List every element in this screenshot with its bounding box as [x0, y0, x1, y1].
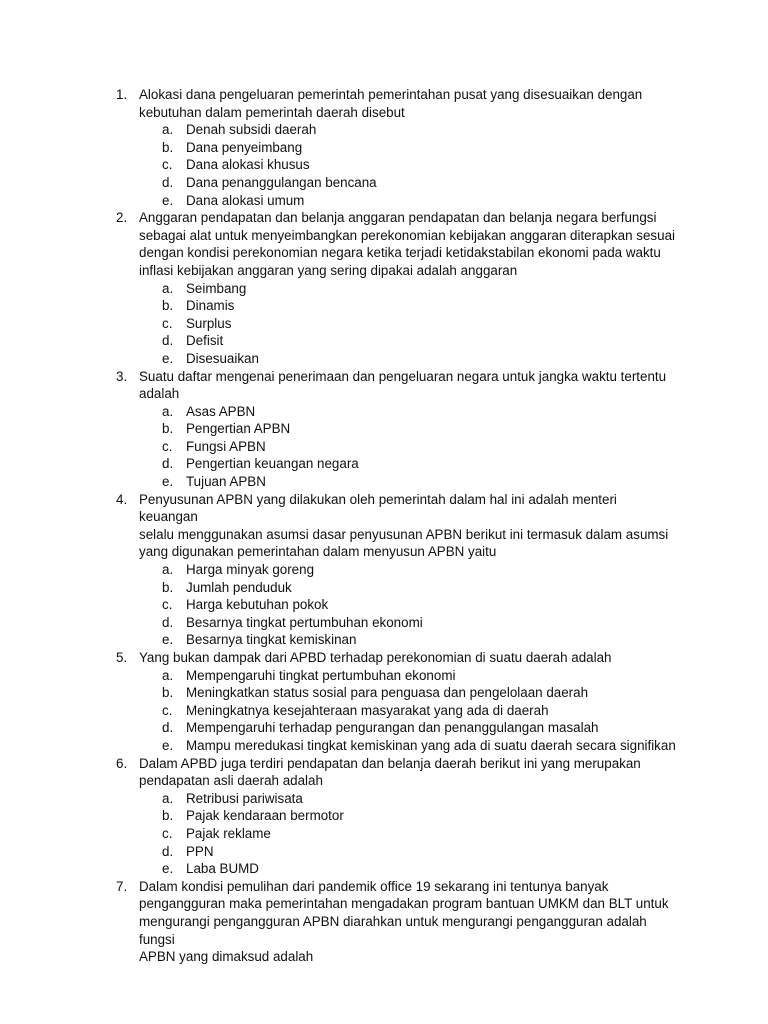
option-text: Meningkatnya kesejahteraan masyarakat yang ada di daerah: [186, 702, 549, 718]
option-letter: a.: [162, 562, 174, 578]
option-letter: a.: [162, 280, 174, 296]
option-text: Disesuaikan: [186, 350, 259, 366]
option-letter: a.: [162, 122, 174, 138]
question-text-line: sebagai alat untuk menyeimbangkan perekonomian kebijakan anggaran diterapkan sesuai: [139, 227, 675, 243]
question-text: [139, 755, 679, 790]
question-number: 4.: [116, 491, 128, 507]
option-text: Surplus: [186, 315, 232, 331]
question-item: [0, 86, 768, 209]
option-letter: e.: [162, 737, 174, 753]
question-item: [0, 368, 768, 491]
answer-option: [0, 297, 768, 315]
option-letter: d.: [162, 614, 174, 630]
option-letter: d.: [162, 333, 174, 349]
question-number: 7.: [116, 878, 128, 894]
option-letter: d.: [162, 456, 174, 472]
option-text: Dana alokasi umum: [186, 192, 305, 208]
question-text-line: Penyusunan APBN yang dilakukan oleh pemerintah dalam hal ini adalah menteri keuangan: [139, 491, 617, 525]
answer-option: [0, 156, 768, 174]
answer-option: [0, 719, 768, 737]
option-letter: c.: [162, 702, 173, 718]
answer-option: [0, 614, 768, 632]
answer-option: [0, 807, 768, 825]
option-text: Pengertian keuangan negara: [186, 456, 359, 472]
option-letter: e.: [162, 474, 174, 490]
question-number: 3.: [116, 368, 128, 384]
answer-option: [0, 315, 768, 333]
option-text: Mempengaruhi terhadap pengurangan dan penanggulangan masalah: [186, 720, 599, 736]
answer-option: [0, 121, 768, 139]
question-text-line: dengan kondisi perekonomian negara ketika terjadi ketidakstabilan ekonomi pada waktu: [139, 245, 661, 261]
answer-option: [0, 438, 768, 456]
answer-option: [0, 420, 768, 438]
option-letter: c.: [162, 597, 173, 613]
option-letter: c.: [162, 825, 173, 841]
option-text: Tujuan APBN: [186, 474, 266, 490]
option-letter: b.: [162, 579, 174, 595]
answer-option: [0, 825, 768, 843]
question-text-line: mengurangi pengangguran APBN diarahkan untuk mengurangi pengangguran adalah fungsi: [139, 913, 647, 947]
question-number: 6.: [116, 755, 128, 771]
question-text: [139, 878, 679, 966]
option-text: Retribusi pariwisata: [186, 790, 303, 806]
option-letter: b.: [162, 808, 174, 824]
question-number: 2.: [116, 210, 128, 226]
answer-option: [0, 631, 768, 649]
option-text: Dana penyeimbang: [186, 139, 303, 155]
answer-option: [0, 737, 768, 755]
question-text-line: selalu menggunakan asumsi dasar penyusunan APBN berikut ini termasuk dalam asumsi: [139, 526, 669, 542]
option-letter: b.: [162, 685, 174, 701]
question-text-line: Alokasi dana pengeluaran pemerintah pemerintahan pusat yang disesuaikan dengan: [139, 87, 643, 102]
option-letter: b.: [162, 139, 174, 155]
option-letter: c.: [162, 315, 173, 331]
option-text: Fungsi APBN: [186, 438, 266, 454]
question-text-line: adalah: [139, 386, 180, 402]
answer-option: [0, 667, 768, 685]
option-text: Seimbang: [186, 280, 247, 296]
answer-option: [0, 579, 768, 597]
answer-option: [0, 702, 768, 720]
answer-option: [0, 561, 768, 579]
option-text: Besarnya tingkat pertumbuhan ekonomi: [186, 614, 423, 630]
option-letter: e.: [162, 192, 174, 208]
option-letter: a.: [162, 667, 174, 683]
option-letter: d.: [162, 174, 174, 190]
option-letter: d.: [162, 843, 174, 859]
option-text: Dinamis: [186, 298, 235, 314]
option-letter: e.: [162, 861, 174, 877]
question-item: [0, 755, 768, 878]
option-letter: e.: [162, 632, 174, 648]
option-text: Jumlah penduduk: [186, 579, 292, 595]
option-text: Harga minyak goreng: [186, 562, 315, 578]
option-text: Besarnya tingkat kemiskinan: [186, 632, 357, 648]
option-text: PPN: [186, 843, 214, 859]
answer-option: [0, 350, 768, 368]
question-text-line: Anggaran pendapatan dan belanja anggaran pendapatan dan belanja negara berfungsi: [139, 210, 657, 226]
answer-option: [0, 596, 768, 614]
answer-options: [0, 121, 768, 209]
question-text-line: kebutuhan dalam pemerintah daerah disebut: [139, 104, 405, 120]
question-text-line: yang digunakan pemerintahan dalam menyusun APBN yaitu: [139, 544, 497, 560]
answer-options: [0, 790, 768, 878]
option-text: Dana alokasi khusus: [186, 157, 310, 173]
question-text-line: Yang bukan dampak dari APBD terhadap perekonomian di suatu daerah adalah: [139, 650, 612, 665]
option-text: Mampu meredukasi tingkat kemiskinan yang ada di suatu daerah secara signifikan: [186, 737, 676, 753]
answer-option: [0, 139, 768, 157]
question-item: [0, 649, 768, 755]
option-letter: d.: [162, 720, 174, 736]
answer-option: [0, 455, 768, 473]
answer-option: [0, 280, 768, 298]
answer-options: [0, 561, 768, 649]
question-text-line: Dalam APBD juga terdiri pendapatan dan belanja daerah berikut ini yang merupakan: [139, 755, 641, 771]
answer-options: [0, 403, 768, 491]
question-text-line: APBN yang dimaksud adalah: [139, 949, 314, 965]
answer-option: [0, 192, 768, 210]
option-text: Mempengaruhi tingkat pertumbuhan ekonomi: [186, 667, 456, 683]
option-text: Laba BUMD: [186, 861, 259, 877]
answer-option: [0, 860, 768, 878]
question-text-line: inflasi kebijakan anggaran yang sering dipakai adalah anggaran: [139, 262, 518, 278]
question-text: [139, 491, 679, 561]
question-text-line: pendapatan asli daerah adalah: [139, 773, 323, 789]
option-letter: a.: [162, 790, 174, 806]
question-text: [139, 86, 679, 121]
answer-options: [0, 667, 768, 755]
option-text: Denah subsidi daerah: [186, 122, 317, 138]
option-text: Pajak reklame: [186, 825, 271, 841]
question-text-line: Suatu daftar mengenai penerimaan dan pengeluaran negara untuk jangka waktu tertentu: [139, 368, 667, 384]
option-letter: c.: [162, 157, 173, 173]
option-letter: b.: [162, 298, 174, 314]
question-item: [0, 209, 768, 367]
option-text: Asas APBN: [186, 403, 256, 419]
answer-option: [0, 790, 768, 808]
question-text: [139, 209, 679, 279]
answer-option: [0, 332, 768, 350]
option-letter: b.: [162, 421, 174, 437]
question-text: [139, 368, 679, 403]
option-text: Harga kebutuhan pokok: [186, 597, 329, 613]
option-letter: a.: [162, 403, 174, 419]
question-list: [0, 86, 768, 966]
option-text: Pengertian APBN: [186, 421, 291, 437]
answer-option: [0, 403, 768, 421]
answer-option: [0, 473, 768, 491]
option-letter: e.: [162, 350, 174, 366]
answer-option: [0, 843, 768, 861]
question-item: [0, 878, 768, 966]
question-text-line: pengangguran maka pemerintahan mengadakan program bantuan UMKM dan BLT untuk: [139, 896, 669, 912]
option-letter: c.: [162, 438, 173, 454]
answer-option: [0, 684, 768, 702]
option-text: Dana penanggulangan bencana: [186, 174, 377, 190]
option-text: Meningkatkan status sosial para penguasa dan pengelolaan daerah: [186, 685, 589, 701]
question-text: [139, 649, 679, 667]
option-text: Pajak kendaraan bermotor: [186, 808, 344, 824]
answer-option: [0, 174, 768, 192]
question-number: 1.: [116, 87, 128, 102]
question-number: 5.: [116, 650, 128, 665]
answer-options: [0, 280, 768, 368]
question-item: [0, 491, 768, 649]
question-text-line: Dalam kondisi pemulihan dari pandemik office 19 sekarang ini tentunya banyak: [139, 878, 609, 894]
option-text: Defisit: [186, 333, 224, 349]
